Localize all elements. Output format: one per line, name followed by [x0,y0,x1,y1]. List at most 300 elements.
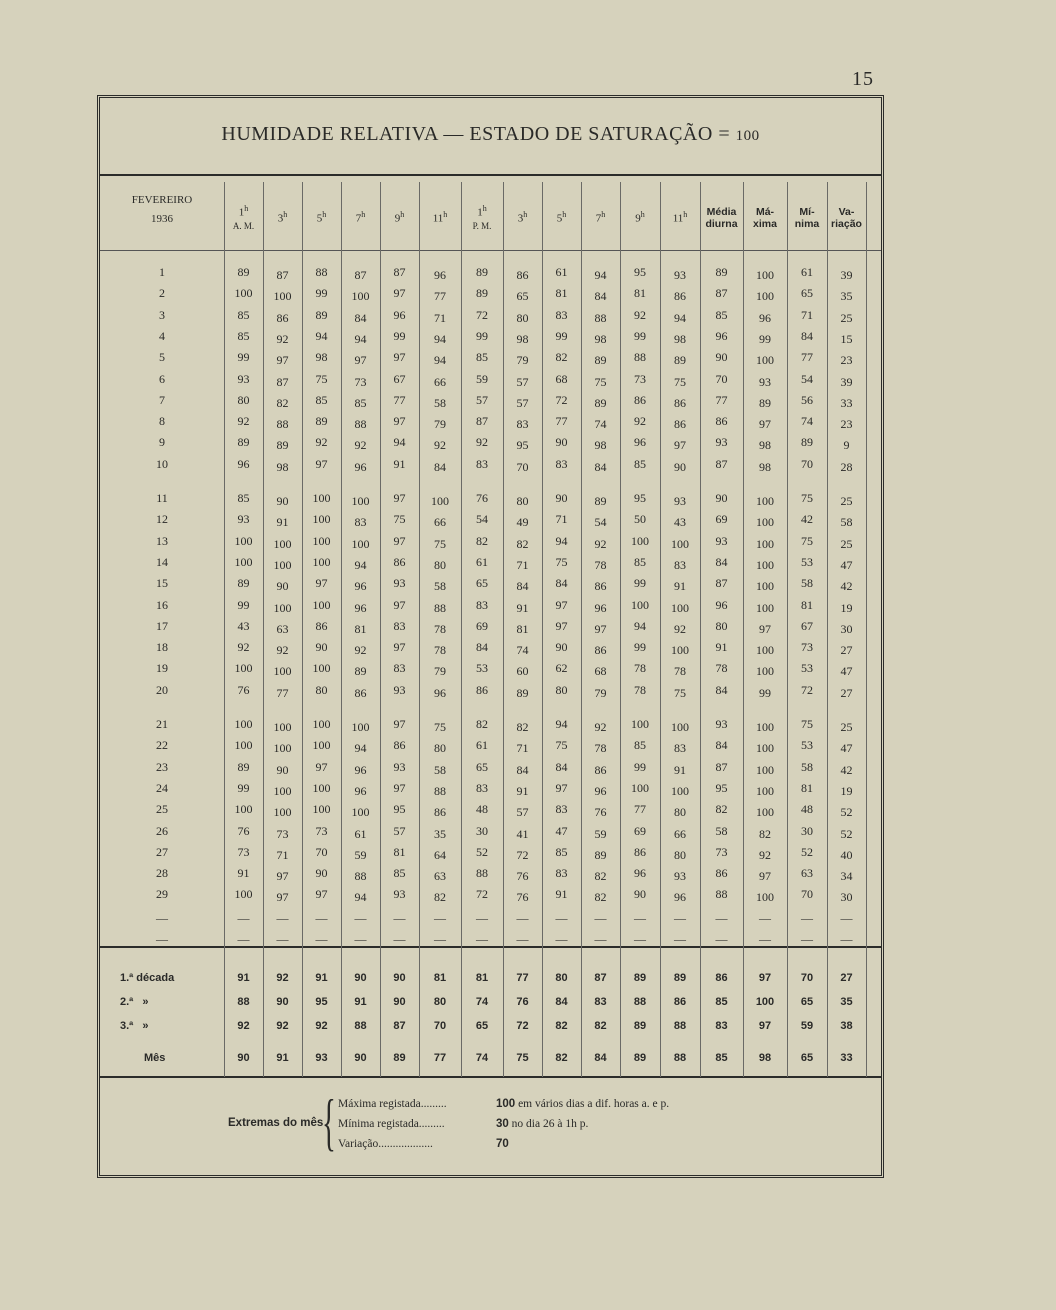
data-cell: 39 [840,374,853,389]
summary-cell: 65 [800,1052,814,1064]
data-cell: 25 [840,720,853,734]
empty-row-dash: — [555,911,568,925]
data-cell: 100 [234,661,253,676]
data-cell: 98 [759,459,771,474]
data-cell: 90 [555,435,568,450]
data-cell: 83 [393,661,406,676]
data-cell: 73 [276,826,289,841]
empty-row-dash: — [476,911,488,925]
data-cell: 86 [393,554,406,569]
data-cell: 89 [276,438,289,453]
data-cell: 72 [476,307,488,322]
data-cell: 83 [516,417,529,432]
empty-row-dash: — [840,911,853,925]
data-cell: 63 [434,869,446,884]
data-cell: 73 [354,374,367,389]
data-cell: 84 [555,759,568,774]
data-cell: 71 [434,310,446,325]
data-cell: 73 [801,640,813,655]
summary-label: 3.ª » [120,1020,149,1032]
data-cell: 100 [756,720,774,734]
summary-cell: 85 [715,1052,728,1064]
data-cell: 86 [715,414,728,429]
extremes-label: Extremas do mês [228,1117,324,1129]
summary-label: 1.ª década [120,972,175,984]
data-cell: 99 [237,780,250,795]
data-cell: 52 [840,805,853,820]
data-cell: 57 [516,805,529,820]
data-cell: 73 [237,844,250,859]
data-cell: 90 [315,866,328,881]
data-cell: 85 [476,350,488,365]
data-cell: 88 [594,310,607,325]
data-cell: 33 [840,395,853,410]
column-header-top: Má- [755,206,775,218]
data-cell: 97 [594,621,607,636]
data-cell: 96 [759,310,771,325]
data-cell: 93 [674,869,686,884]
table-frame [97,95,884,1178]
data-cell: 96 [237,456,250,471]
data-cell: 85 [715,307,728,322]
data-cell: 89 [759,395,771,410]
empty-row-dash: — [801,911,813,925]
data-cell: 35 [840,289,853,304]
data-cell: 96 [434,268,446,282]
day-label: 14 [156,554,168,569]
data-cell: 100 [756,268,774,282]
data-cell: 94 [354,890,367,905]
data-cell: 93 [674,268,686,282]
column-header-top: 9$^h$ [394,210,405,225]
data-cell: 93 [759,374,771,389]
data-cell: 89 [594,353,607,368]
empty-row-dash: — [354,911,367,925]
data-cell: 100 [756,783,774,798]
data-cell: 91 [516,783,529,798]
data-cell: 99 [634,576,646,591]
data-cell: 93 [237,512,250,527]
data-cell: 57 [516,395,529,410]
summary-cell: 97 [758,972,772,984]
day-label: 16 [156,597,168,612]
summary-cell: 83 [715,1020,728,1032]
data-cell: 100 [312,780,331,795]
data-cell: 97 [393,533,406,548]
data-cell: 68 [594,664,607,679]
data-cell: 92 [634,307,646,322]
column-header-top: Va- [838,206,855,218]
data-cell: 78 [715,661,728,676]
data-cell: 15 [840,331,853,346]
data-cell: 70 [715,371,728,386]
data-cell: 100 [631,780,649,795]
summary-cell: 90 [393,996,406,1008]
data-cell: 47 [555,823,568,838]
data-cell: 97 [393,491,406,505]
data-cell: 30 [840,621,853,636]
data-cell: 88 [434,783,446,798]
data-cell: 85 [393,866,406,881]
data-cell: 58 [840,515,853,530]
data-cell: 84 [354,310,367,325]
data-cell: 89 [594,494,607,508]
title-value: 100 [735,128,760,144]
data-cell: 97 [354,353,367,368]
data-cell: 89 [315,414,328,429]
data-cell: 94 [555,717,568,731]
data-cell: 47 [840,741,853,756]
data-cell: 86 [354,685,367,700]
data-cell: 54 [801,371,813,386]
data-cell: 89 [594,395,607,410]
data-cell: 42 [801,512,813,527]
data-cell: 100 [756,600,774,615]
data-cell: 87 [393,265,406,279]
data-cell: 69 [634,823,646,838]
data-cell: 88 [354,417,367,432]
summary-cell: 97 [758,1020,772,1032]
data-cell: 100 [312,533,331,548]
data-cell: 82 [476,717,488,731]
data-cell: 92 [315,435,328,450]
data-cell: 100 [756,289,774,304]
summary-cell: 91 [315,972,328,984]
data-cell: 88 [476,866,488,881]
data-cell: 99 [237,597,250,612]
summary-cell: 82 [555,1052,568,1064]
data-cell: 82 [516,720,529,734]
summary-cell: 72 [516,1020,529,1032]
data-cell: 100 [234,802,253,817]
data-cell: 75 [434,720,446,734]
data-cell: 100 [234,286,253,301]
data-cell: 100 [312,554,331,569]
column-header [380,208,419,226]
day-label: 21 [156,717,168,731]
day-label: 17 [156,618,168,633]
column-header [503,208,542,226]
data-cell: 100 [273,536,292,551]
empty-row-dash: — [674,932,686,946]
data-cell: 89 [715,265,728,279]
data-cell: 50 [634,512,646,527]
data-cell: 97 [276,353,289,368]
data-cell: 84 [434,459,446,474]
column-header-top: 11$^h$ [432,210,448,225]
data-cell: 85 [354,395,367,410]
data-cell: 89 [237,435,250,450]
data-cell: 59 [476,371,488,386]
year-label: 1936 [151,213,173,225]
data-cell: 100 [756,353,774,368]
extreme-name: Variação................... [338,1138,433,1150]
data-cell: 97 [555,780,568,795]
day-label: 10 [156,456,168,471]
data-cell: 77 [634,802,646,817]
summary-label: Mês [144,1052,166,1064]
column-header [660,208,700,226]
column-header-bottom: diurna [705,218,738,230]
data-cell: 84 [801,328,813,343]
data-cell: 99 [555,328,568,343]
data-cell: 100 [351,720,370,734]
data-cell: 78 [594,557,607,572]
data-cell: 82 [276,395,289,410]
column-header-bottom: xima [753,218,777,230]
column-header [302,208,341,226]
summary-cell: 88 [633,996,647,1008]
data-cell: 98 [594,438,607,453]
data-cell: 70 [315,844,328,859]
day-label: 11 [156,491,168,505]
data-cell: 94 [555,533,568,548]
data-cell: 85 [237,307,250,322]
data-cell: 100 [312,491,331,505]
data-cell: 89 [476,286,488,301]
data-cell: 43 [237,618,250,633]
data-cell: 91 [276,515,289,530]
data-cell: 66 [674,826,686,841]
summary-cell: 86 [673,996,687,1008]
data-cell: 100 [756,579,774,594]
data-cell: 78 [594,741,607,756]
column-header-top: 3$^h$ [517,210,528,225]
summary-cell: 90 [237,1052,250,1064]
data-cell: 96 [715,328,728,343]
data-cell: 100 [234,554,253,569]
data-cell: 89 [354,664,367,679]
data-cell: 56 [801,392,813,407]
data-cell: 81 [393,844,406,859]
summary-cell: 38 [840,1020,853,1032]
data-cell: 66 [434,515,446,530]
data-cell: 90 [276,494,289,508]
data-cell: 100 [234,738,253,753]
summary-cell: 91 [354,996,367,1008]
data-cell: 73 [315,823,328,838]
data-cell: 97 [315,887,328,902]
data-cell: 75 [555,554,568,569]
data-cell: 57 [393,823,406,838]
summary-cell: 65 [800,996,814,1008]
data-cell: 98 [276,459,289,474]
data-cell: 91 [555,887,568,902]
summary-cell: 87 [594,972,607,984]
data-cell: 99 [237,350,250,365]
empty-row-dash: — [393,911,406,925]
data-cell: 92 [634,414,646,429]
day-label: 23 [156,759,168,774]
data-cell: 86 [674,289,686,304]
data-cell: 84 [594,459,607,474]
data-cell: 88 [315,265,328,279]
empty-row-dash: — [594,932,607,946]
data-cell: 100 [756,741,774,756]
data-cell: 70 [801,887,813,902]
data-cell: 80 [434,741,446,756]
data-cell: 90 [276,579,289,594]
data-cell: 82 [476,533,488,548]
summary-cell: 98 [758,1052,772,1064]
column-header [787,206,827,230]
month-header [112,194,212,226]
summary-cell: 74 [475,1052,489,1064]
data-cell: 100 [273,783,292,798]
data-cell: 78 [434,621,446,636]
data-cell: 95 [393,802,406,817]
data-cell: 96 [594,600,607,615]
data-cell: 97 [315,759,328,774]
data-cell: 89 [315,307,328,322]
day-label: 19 [156,661,168,676]
data-cell: 96 [354,783,367,798]
data-cell: 100 [756,890,774,905]
data-cell: 84 [715,554,728,569]
data-cell: 30 [840,890,853,905]
data-cell: 97 [393,350,406,365]
day-label: 9 [159,435,165,450]
data-cell: 34 [840,869,853,884]
summary-cell: 27 [840,972,853,984]
data-cell: 23 [840,417,853,432]
data-cell: 97 [276,869,289,884]
data-cell: 92 [237,414,250,429]
data-cell: 97 [315,576,328,591]
column-header-top: 3$^h$ [277,210,288,225]
column-header [263,208,302,226]
data-cell: 94 [634,618,646,633]
data-cell: 77 [434,289,446,304]
data-cell: 96 [434,685,446,700]
data-cell: 96 [354,762,367,777]
data-cell: 100 [234,887,253,902]
empty-row-dash: — [516,911,529,925]
data-cell: 92 [434,438,446,453]
data-cell: 92 [759,847,771,862]
data-cell: 91 [393,456,406,471]
data-cell: 52 [840,826,853,841]
data-cell: 89 [237,759,250,774]
data-cell: 89 [476,265,488,279]
data-cell: 100 [756,664,774,679]
data-cell: 86 [594,579,607,594]
data-cell: 93 [393,682,406,697]
data-cell: 93 [393,759,406,774]
column-header-top: 7$^h$ [595,210,606,225]
data-cell: 82 [715,802,728,817]
data-cell: 75 [555,738,568,753]
summary-cell: 81 [433,972,447,984]
summary-cell: 93 [315,1052,328,1064]
data-cell: 91 [674,762,686,777]
data-cell: 80 [516,494,529,508]
data-cell: 100 [631,533,649,548]
empty-row-dash: — [715,932,728,946]
data-cell: 100 [631,717,649,731]
data-cell: 73 [715,844,728,859]
data-cell: 28 [840,459,853,474]
data-cell: 99 [476,328,488,343]
data-cell: 82 [516,536,529,551]
data-cell: 69 [715,512,728,527]
data-cell: 96 [674,890,686,905]
column-header [827,206,866,230]
column-header-bottom: A. M. [232,220,255,231]
empty-row-dash: — [759,932,771,946]
data-cell: 86 [434,805,446,820]
data-cell: 97 [393,640,406,655]
day-label: 22 [156,738,168,753]
data-cell: 100 [273,720,292,734]
day-label: 28 [156,866,168,881]
data-cell: 71 [516,557,529,572]
header-rule [100,250,881,251]
data-cell: 98 [594,331,607,346]
data-cell: 78 [674,664,686,679]
data-cell: 49 [516,515,529,530]
summary-cell: 82 [594,1020,607,1032]
data-cell: 87 [715,759,728,774]
summary-cell: 88 [237,996,250,1008]
data-cell: 90 [674,459,686,474]
data-cell: 65 [476,576,488,591]
data-cell: 83 [393,618,406,633]
data-cell: 86 [634,844,646,859]
summary-cell: 88 [673,1052,687,1064]
data-cell: 88 [434,600,446,615]
day-label: 5 [159,350,165,365]
empty-row-dash: — [516,932,529,946]
title-rule [100,174,881,176]
data-cell: 83 [476,597,488,612]
empty-row-dash: — [840,932,853,946]
data-cell: 99 [634,759,646,774]
day-label: 26 [156,823,168,838]
data-cell: 100 [756,805,774,820]
data-cell: 83 [674,741,686,756]
data-cell: 75 [393,512,406,527]
data-cell: 100 [351,805,370,820]
summary-cell: 80 [555,972,568,984]
data-cell: 81 [354,621,367,636]
data-cell: 76 [476,491,488,505]
data-cell: 75 [594,374,607,389]
day-label: 13 [156,533,168,548]
empty-row-dash: — [156,911,168,925]
day-label: 8 [159,414,165,429]
data-cell: 80 [674,805,686,820]
data-cell: 57 [476,392,488,407]
summary-cell: 86 [715,972,728,984]
data-cell: 97 [393,780,406,795]
data-cell: 85 [237,328,250,343]
data-cell: 78 [634,682,646,697]
data-cell: 100 [671,536,689,551]
data-cell: 100 [312,512,331,527]
data-cell: 83 [476,780,488,795]
data-cell: 96 [634,866,646,881]
data-cell: 81 [555,286,568,301]
data-cell: 48 [801,802,813,817]
day-label: 7 [159,392,165,407]
data-cell: 81 [634,286,646,301]
data-cell: 91 [674,579,686,594]
data-cell: 98 [674,331,686,346]
data-cell: 77 [276,685,289,700]
data-cell: 91 [715,640,728,655]
data-cell: 80 [516,310,529,325]
